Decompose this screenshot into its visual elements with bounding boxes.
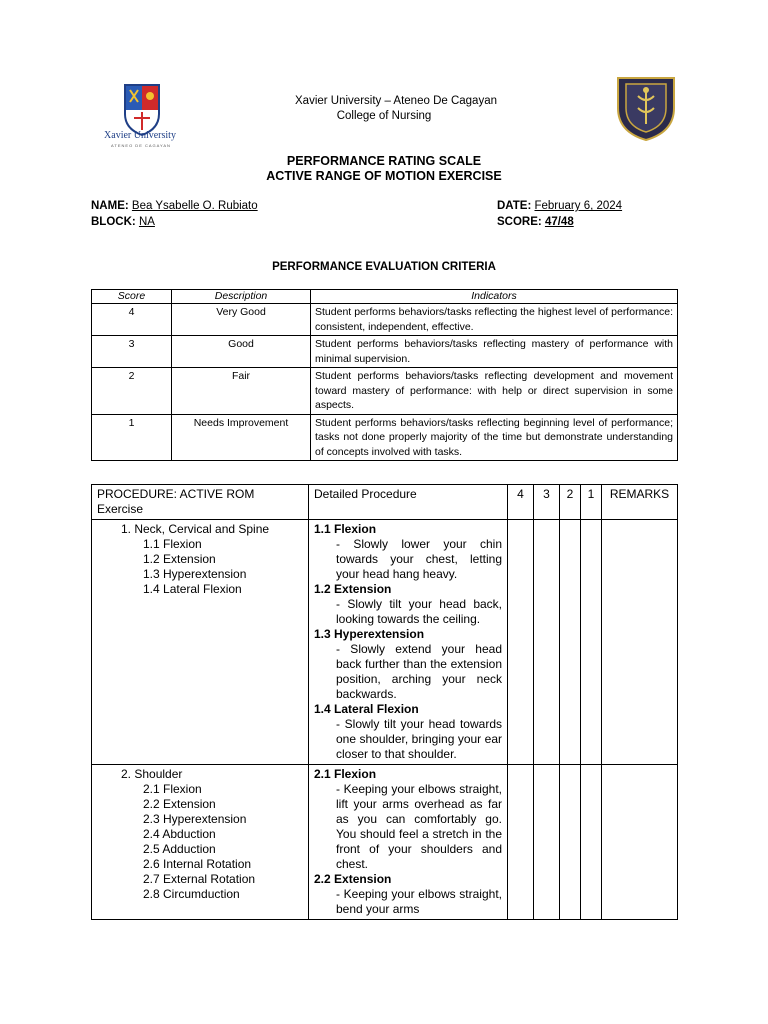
detail-heading: 1.2 Extension xyxy=(314,582,392,596)
criteria-score: 1 xyxy=(92,414,172,461)
detail-heading: 1.4 Lateral Flexion xyxy=(314,702,419,716)
col-rating-4: 4 xyxy=(508,485,534,520)
name-label: NAME xyxy=(91,200,125,212)
criteria-indicator: Student performs behaviors/tasks reflecting beginning level of performance; tasks not done properly majority of the time but demonstrate understanding of concepts involved with tasks. xyxy=(311,414,678,461)
criteria-row xyxy=(92,304,678,336)
logo-left-text: Xavier University xyxy=(104,130,176,141)
step-item: 2.3 Hyperextension xyxy=(143,812,247,826)
criteria-row xyxy=(92,368,678,415)
criteria-indicator: Student performs behaviors/tasks reflecting mastery of performance with minimal supervision. xyxy=(311,336,678,368)
detail-heading: 1.1 Flexion xyxy=(314,522,377,536)
col-rating-1: 1 xyxy=(581,485,602,520)
rating-cell-1[interactable] xyxy=(581,520,602,765)
detail-heading: 2.2 Extension xyxy=(314,872,392,886)
student-name-line: NAME: Bea Ysabelle O. Rubiato xyxy=(91,200,258,212)
institution-name: Xavier University – Ateneo De Cagayan xyxy=(295,95,497,107)
rating-cell-2[interactable] xyxy=(560,520,581,765)
document-title: PERFORMANCE RATING SCALE xyxy=(286,154,482,168)
block-label: BLOCK xyxy=(91,216,132,228)
detail-text: - Slowly lower your chin towards your chest, letting your head hang heavy. xyxy=(336,537,502,581)
col-remarks: REMARKS xyxy=(602,485,678,520)
step-item: 2.4 Abduction xyxy=(143,827,216,841)
detailed-procedure xyxy=(309,765,508,920)
col-procedure: PROCEDURE: ACTIVE ROM Exercise xyxy=(92,485,309,520)
criteria-score: 3 xyxy=(92,336,172,368)
rating-cell-1[interactable] xyxy=(581,765,602,920)
remarks-cell[interactable] xyxy=(602,520,678,765)
criteria-score: 2 xyxy=(92,368,172,415)
criteria-indicator: Student performs behaviors/tasks reflecting the highest level of performance: consistent, independent, effective. xyxy=(311,304,678,336)
criteria-description: Very Good xyxy=(172,304,311,336)
detail-text: - Keeping your elbows straight, bend your arms xyxy=(336,887,502,916)
step-item: 1.4 Lateral Flexion xyxy=(143,582,242,596)
step-item: 2.5 Adduction xyxy=(143,842,216,856)
logo-left-subtext: ATENEO DE CAGAYAN xyxy=(111,143,171,148)
block-value: NA xyxy=(138,216,155,228)
student-name: Bea Ysabelle O. Rubiato xyxy=(131,200,258,212)
detail-text: - Keeping your elbows straight, lift your arms overhead as far as you can comfortably go. You should feel a stretch in the front of your shoulders and chest. xyxy=(336,782,502,871)
col-score: Score xyxy=(92,290,172,304)
detailed-procedure xyxy=(309,520,508,765)
date-line xyxy=(497,200,622,212)
criteria-indicator: Student performs behaviors/tasks reflecting development and movement toward mastery of performance: with help or direct supervision in some aspects. xyxy=(311,368,678,415)
detail-text: - Slowly tilt your head back, looking towards the ceiling. xyxy=(336,597,502,626)
procedure-steps xyxy=(92,520,309,765)
step-item: 1.3 Hyperextension xyxy=(143,567,247,581)
criteria-row xyxy=(92,336,678,368)
rating-cell-4[interactable] xyxy=(508,520,534,765)
remarks-cell[interactable] xyxy=(602,765,678,920)
university-seal-icon xyxy=(612,74,680,142)
step-item: 2.1 Flexion xyxy=(143,782,202,796)
col-rating-3: 3 xyxy=(534,485,560,520)
step-item: 2.6 Internal Rotation xyxy=(143,857,252,871)
detail-heading: 2.1 Flexion xyxy=(314,767,377,781)
step-item: 2.2 Extension xyxy=(143,797,216,811)
procedure-steps xyxy=(92,765,309,920)
detail-text: - Slowly tilt your head towards one shoulder, bringing your ear closer to that shoulder. xyxy=(336,717,502,761)
criteria-description: Needs Improvement xyxy=(172,414,311,461)
criteria-description: Fair xyxy=(172,368,311,415)
score-label: SCORE: xyxy=(497,216,542,228)
col-detailed-procedure: Detailed Procedure xyxy=(309,485,508,520)
criteria-header-row xyxy=(92,290,678,304)
step-item: 2.7 External Rotation xyxy=(143,872,256,886)
criteria-table xyxy=(91,289,678,461)
score-line xyxy=(497,216,574,228)
rating-cell-2[interactable] xyxy=(560,765,581,920)
detail-heading: 1.3 Hyperextension xyxy=(314,627,425,641)
procedure-row xyxy=(92,520,678,765)
rating-cell-3[interactable] xyxy=(534,520,560,765)
procedure-row xyxy=(92,765,678,920)
criteria-description: Good xyxy=(172,336,311,368)
procedure-table xyxy=(91,484,678,920)
block-line: BLOCK: NA xyxy=(91,216,155,228)
criteria-heading: PERFORMANCE EVALUATION CRITERIA xyxy=(272,261,496,273)
col-description: Description xyxy=(172,290,311,304)
section-title: 2. Shoulder xyxy=(121,767,183,781)
date-label: DATE: xyxy=(497,200,532,212)
procedure-header-row xyxy=(92,485,678,520)
section-title: 1. Neck, Cervical and Spine xyxy=(121,522,270,536)
score-value: 47/48 xyxy=(544,216,574,228)
step-item: 1.2 Extension xyxy=(143,552,216,566)
criteria-row xyxy=(92,414,678,461)
step-item: 2.8 Circumduction xyxy=(143,887,240,901)
date-value: February 6, 2024 xyxy=(534,200,623,212)
criteria-score: 4 xyxy=(92,304,172,336)
col-indicators: Indicators xyxy=(311,290,678,304)
rating-cell-4[interactable] xyxy=(508,765,534,920)
col-rating-2: 2 xyxy=(560,485,581,520)
detail-text: - Slowly extend your head back further than the extension position, arching your neck backwards. xyxy=(336,642,502,701)
document-subtitle: ACTIVE RANGE OF MOTION EXERCISE xyxy=(266,169,502,183)
rating-cell-3[interactable] xyxy=(534,765,560,920)
college-name: College of Nursing xyxy=(336,110,432,122)
step-item: 1.1 Flexion xyxy=(143,537,202,551)
